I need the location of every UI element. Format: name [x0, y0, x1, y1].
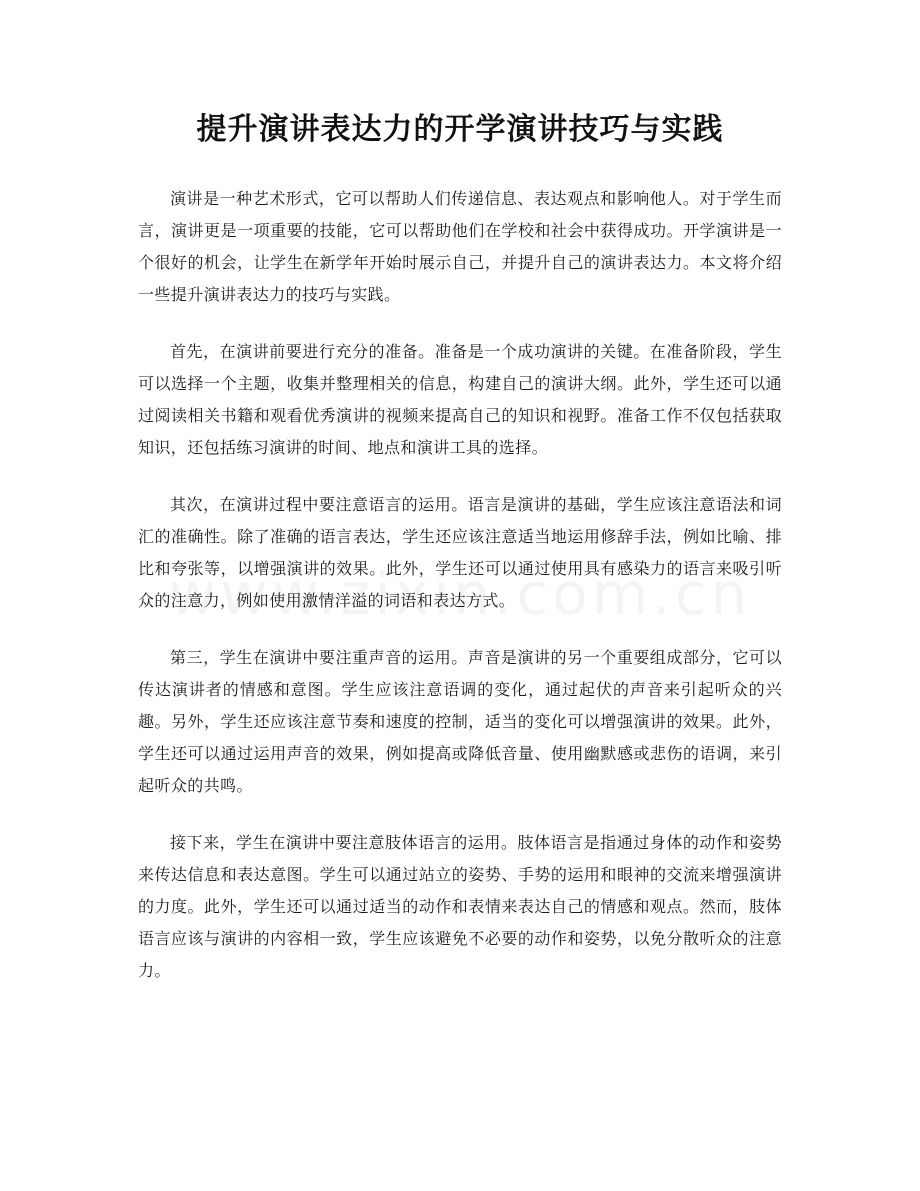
paragraph-voice: 第三，学生在演讲中要注重声音的运用。声音是演讲的另一个重要组成部分，它可以传达演讲者的情感和意图。学生应该注意语调的变化，通过起伏的声音来引起听众的兴趣。另外，学生还应该注意节奏和速度的控制，适当的变化可以增强演讲的效果。此外，学生还可以通过运用声音的效果，例如提高或降低音量、使用幽默感或悲伤的语调，来引起听众的共鸣。	[138, 648, 782, 795]
document-title: 提升演讲表达力的开学演讲技巧与实践	[196, 112, 724, 147]
paragraph-intro: 演讲是一种艺术形式，它可以帮助人们传递信息、表达观点和影响他人。对于学生而言，演讲更是一项重要的技能，它可以帮助他们在学校和社会中获得成功。开学演讲是一个很好的机会，让学生在新学年开始时展示自己，并提升自己的演讲表达力。本文将介绍一些提升演讲表达力的技巧与实践。	[138, 189, 782, 304]
paragraph-body-language: 接下来，学生在演讲中要注意肢体语言的运用。肢体语言是指通过身体的动作和姿势来传达信息和表达意图。学生可以通过站立的姿势、手势的运用和眼神的交流来增强演讲的力度。此外，学生还可以通过适当的动作和表情来表达自己的情感和观点。然而，肢体语言应该与演讲的内容相一致，学生应该避免不必要的动作和姿势，以免分散听众的注意力。	[138, 833, 782, 980]
document-body	[138, 183, 782, 1012]
paragraph-preparation: 首先，在演讲前要进行充分的准备。准备是一个成功演讲的关键。在准备阶段，学生可以选择一个主题，收集并整理相关的信息，构建自己的演讲大纲。此外，学生还可以通过阅读相关书籍和观看优秀演讲的视频来提高自己的知识和视野。准备工作不仅包括获取知识，还包括练习演讲的时间、地点和演讲工具的选择。	[138, 342, 782, 457]
paragraph-language: 其次，在演讲过程中要注意语言的运用。语言是演讲的基础，学生应该注意语法和词汇的准确性。除了准确的语言表达，学生还应该注意适当地运用修辞手法，例如比喻、排比和夸张等，以增强演讲的效果。此外，学生还可以通过使用具有感染力的语言来吸引听众的注意力，例如使用激情洋溢的词语和表达方式。	[138, 495, 782, 610]
